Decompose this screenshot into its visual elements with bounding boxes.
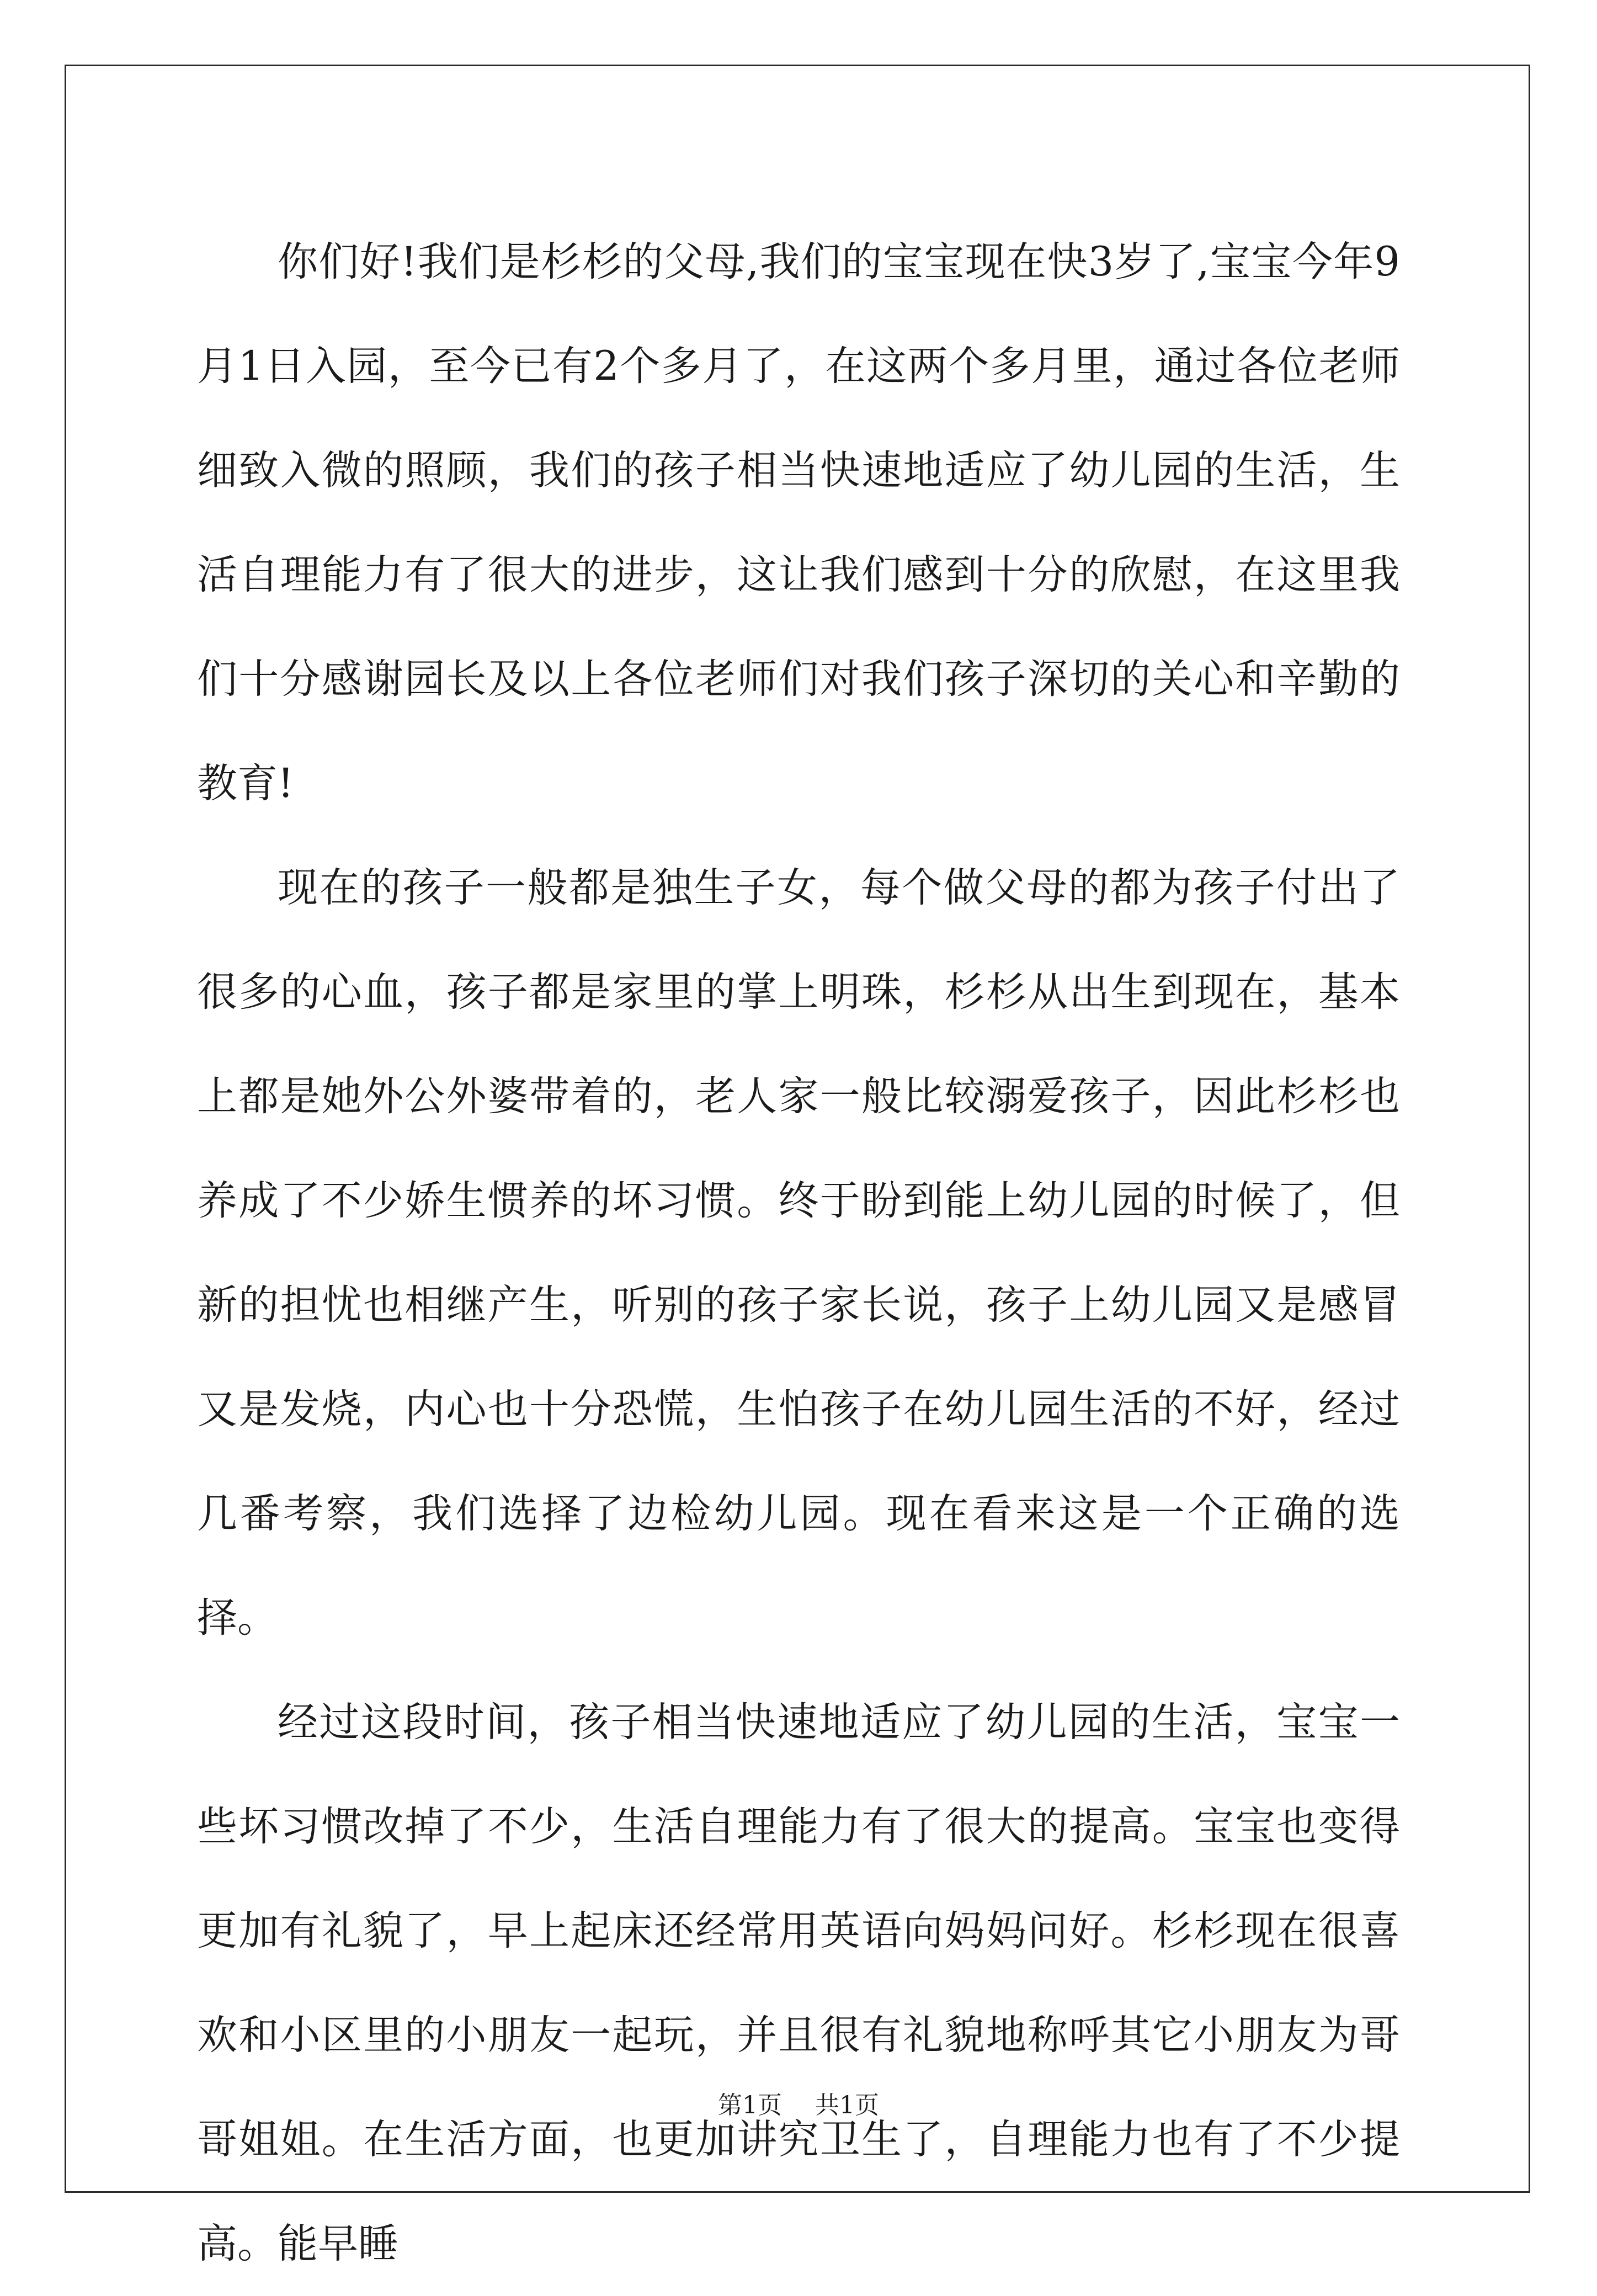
document-body — [197, 210, 1400, 2296]
paragraph-2: 现在的孩子一般都是独生子女，每个做父母的都为孩子付出了很多的心血，孩子都是家里的掌上明珠，杉杉从出生到现在，基本上都是她外公外婆带着的，老人家一般比较溺爱孩子，因此杉杉也养成了不少娇生惯养的坏习惯。终于盼到能上幼儿园的时候了，但新的担忧也相继产生，听别的孩子家长说，孩子上幼儿园又是感冒又是发烧，内心也十分恐慌，生怕孩子在幼儿园生活的不好，经过几番考察，我们选择了边检幼儿园。现在看来这是一个正确的选择。 — [197, 864, 1400, 1641]
paragraph-3: 经过这段时间，孩子相当快速地适应了幼儿园的生活，宝宝一些坏习惯改掉了不少，生活自理能力有了很大的提高。宝宝也变得更加有礼貌了，早上起床还经常用英语向妈妈问好。杉杉现在很喜欢和小区里的小朋友一起玩，并且很有礼貌地称呼其它小朋友为哥哥姐姐。在生活方面，也更加讲究卫生了，自理能力也有了不少提高。能早睡 — [197, 1699, 1400, 2267]
page-total: 共1页 — [815, 2091, 879, 2119]
page-footer — [0, 2085, 1597, 2120]
paragraph-1: 你们好!我们是杉杉的父母,我们的宝宝现在快3岁了,宝宝今年9月1日入园，至今已有2个多月了，在这两个多月里，通过各位老师细致入微的照顾，我们的孩子相当快速地适应了幼儿园的生活，生活自理能力有了很大的进步，这让我们感到十分的欣慰，在这里我们十分感谢园长及以上各位老师们对我们孩子深切的关心和辛勤的教育! — [197, 238, 1400, 807]
page-number: 第1页 — [718, 2091, 782, 2119]
